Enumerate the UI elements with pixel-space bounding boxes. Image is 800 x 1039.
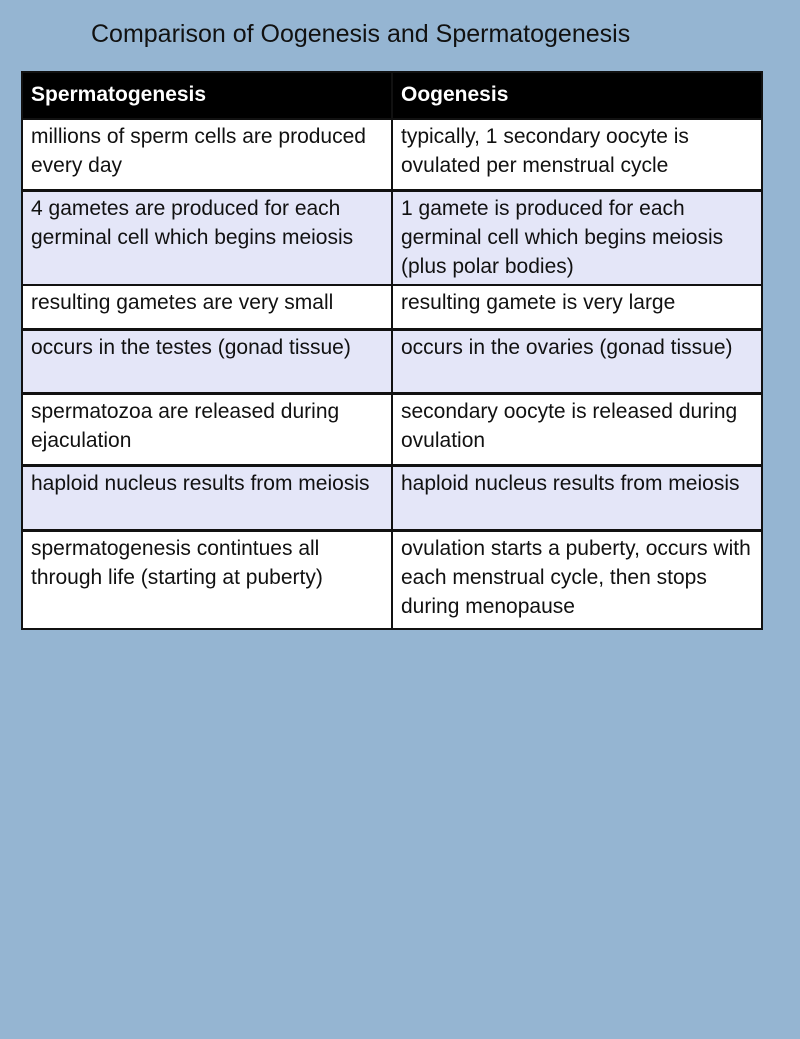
table-cell: typically, 1 secondary oocyte is ovulated per menstrual cycle	[393, 120, 761, 189]
table-cell: occurs in the testes (gonad tissue)	[23, 331, 391, 392]
table-cell: spermatozoa are released during ejaculation	[23, 395, 391, 464]
table-cell: resulting gametes are very small	[23, 286, 391, 328]
table-cell: secondary oocyte is released during ovulation	[393, 395, 761, 464]
table-cell: resulting gamete is very large	[393, 286, 761, 328]
table-header-oogenesis: Oogenesis	[393, 73, 761, 118]
table-cell: spermatogenesis contintues all through life (starting at puberty)	[23, 532, 391, 628]
table-cell: occurs in the ovaries (gonad tissue)	[393, 331, 761, 392]
table-cell: haploid nucleus results from meiosis	[23, 467, 391, 529]
table-cell: ovulation starts a puberty, occurs with each menstrual cycle, then stops during menopause	[393, 532, 761, 628]
table-cell: 1 gamete is produced for each germinal cell which begins meiosis (plus polar bodies)	[393, 192, 761, 284]
page-title: Comparison of Oogenesis and Spermatogenesis	[91, 20, 631, 48]
table-cell: 4 gametes are produced for each germinal cell which begins meiosis	[23, 192, 391, 284]
table-cell: millions of sperm cells are produced every day	[23, 120, 391, 189]
table-header-spermatogenesis: Spermatogenesis	[23, 73, 391, 118]
table-cell: haploid nucleus results from meiosis	[393, 467, 761, 529]
comparison-table	[21, 71, 763, 630]
